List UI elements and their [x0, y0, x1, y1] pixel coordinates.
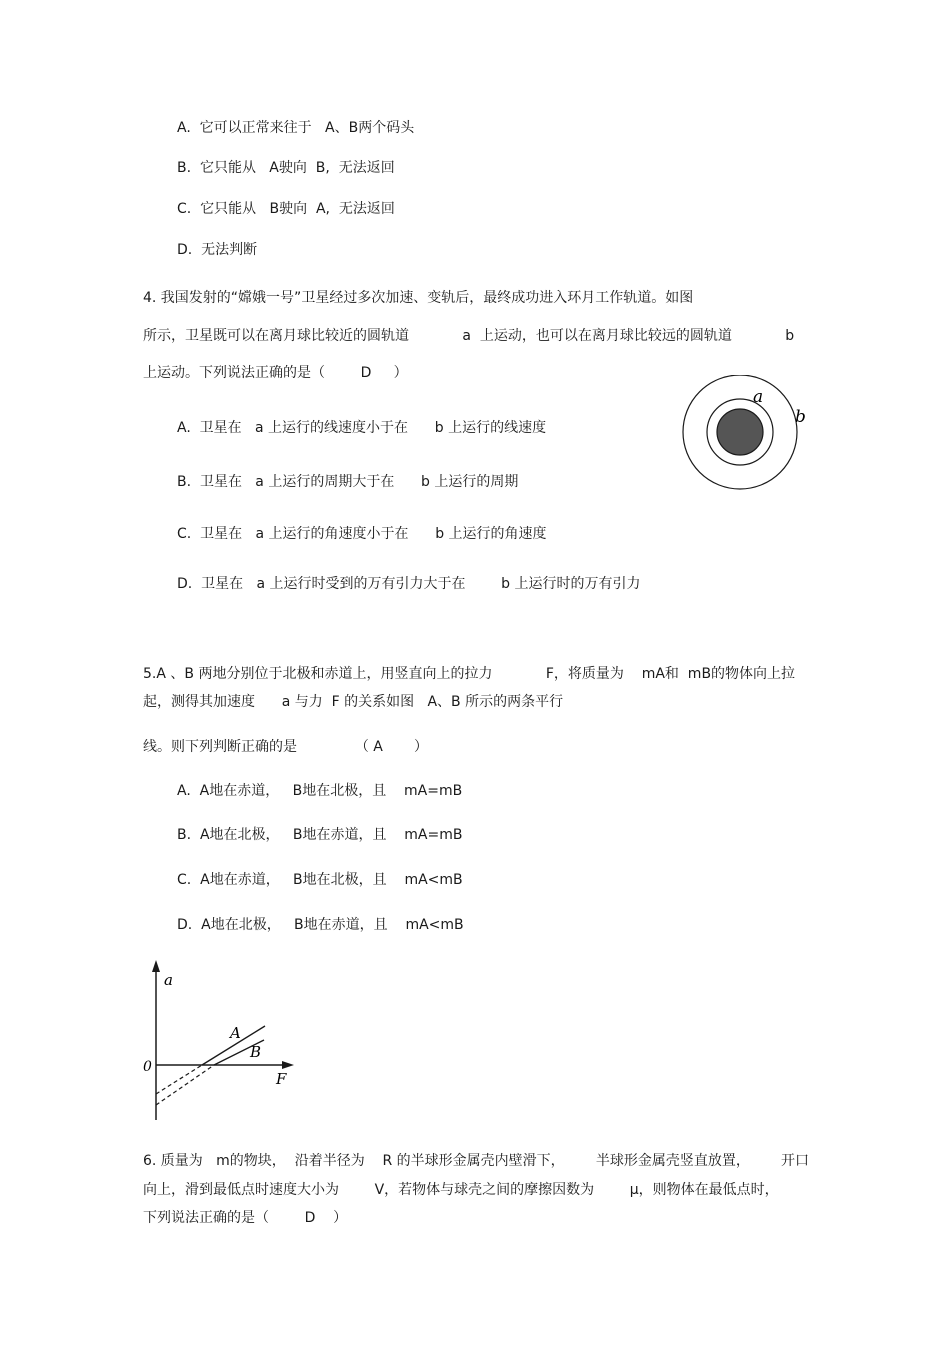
q5-option-c: C. A地在赤道， B地在北极，且 mA<mB — [177, 872, 463, 888]
y-axis-arrow — [152, 960, 160, 972]
q5-stem-line-2: 起，测得其加速度 a 与力 F 的关系如图 A、B 所示的两条平行 — [143, 694, 564, 710]
q3-option-b: B. 它只能从 A驶向 B, 无法返回 — [177, 160, 395, 176]
x-axis-arrow — [282, 1061, 294, 1069]
q5-option-a: A. A地在赤道， B地在北极，且 mA=mB — [177, 783, 463, 799]
q5-option-b: B. A地在北极， B地在赤道，且 mA=mB — [177, 827, 463, 843]
q3-option-a: A. 它可以正常来往于 A、B两个码头 — [177, 120, 415, 136]
q4-option-c: C. 卫星在 a 上运行的角速度小于在 b 上运行的角速度 — [177, 526, 547, 542]
q4-stem-line-3: 上运动。下列说法正确的是（ D ） — [143, 365, 408, 381]
q6-stem-line-1: 6. 质量为 m的物块， 沿着半径为 R 的半球形金属壳内壁滑下， 半球形金属壳竖直放置， 开口 — [143, 1153, 809, 1169]
q3-option-d: D. 无法判断 — [177, 242, 258, 258]
y-axis-label: a — [164, 971, 173, 989]
q4-option-b: B. 卫星在 a 上运行的周期大于在 b 上运行的周期 — [177, 474, 519, 490]
q6-stem-line-3: 下列说法正确的是（ D ） — [143, 1210, 348, 1226]
orbit-figure — [675, 375, 815, 505]
q4-option-d: D. 卫星在 a 上运行时受到的万有引力大于在 b 上运行时的万有引力 — [177, 576, 641, 592]
a-f-graph — [140, 955, 305, 1125]
q5-option-d: D. A地在北极， B地在赤道，且 mA<mB — [177, 917, 464, 933]
x-axis-label: F — [276, 1070, 287, 1088]
q5-stem-line-1: 5.A 、B 两地分别位于北极和赤道上，用竖直向上的拉力 F，将质量为 mA和 mB的物体向上拉 — [143, 666, 796, 682]
q3-option-c: C. 它只能从 B驶向 A, 无法返回 — [177, 201, 395, 217]
q4-stem-line-1: 4. 我国发射的“嫦娥一号”卫星经过多次加速、变轨后，最终成功进入环月工作轨道。如图 — [143, 290, 694, 306]
line-a-dashed — [156, 1065, 202, 1094]
line-a-label: A — [230, 1024, 241, 1042]
q4-stem-line-2: 所示，卫星既可以在离月球比较近的圆轨道 a 上运动，也可以在离月球比较远的圆轨道 b — [143, 328, 795, 344]
moon — [717, 409, 763, 455]
q6-stem-line-2: 向上，滑到最低点时速度大小为 V，若物体与球壳之间的摩擦因数为 μ，则物体在最低点时， — [143, 1182, 779, 1198]
origin-label: 0 — [143, 1059, 152, 1075]
line-b-label: B — [250, 1043, 262, 1061]
line-b-dashed — [156, 1065, 214, 1105]
orbit-b-label: b — [795, 407, 806, 427]
q4-option-a: A. 卫星在 a 上运行的线速度小于在 b 上运行的线速度 — [177, 420, 547, 436]
q5-stem-line-3: 线。则下列判断正确的是 （ A ） — [143, 739, 429, 755]
orbit-a-label: a — [753, 387, 764, 407]
